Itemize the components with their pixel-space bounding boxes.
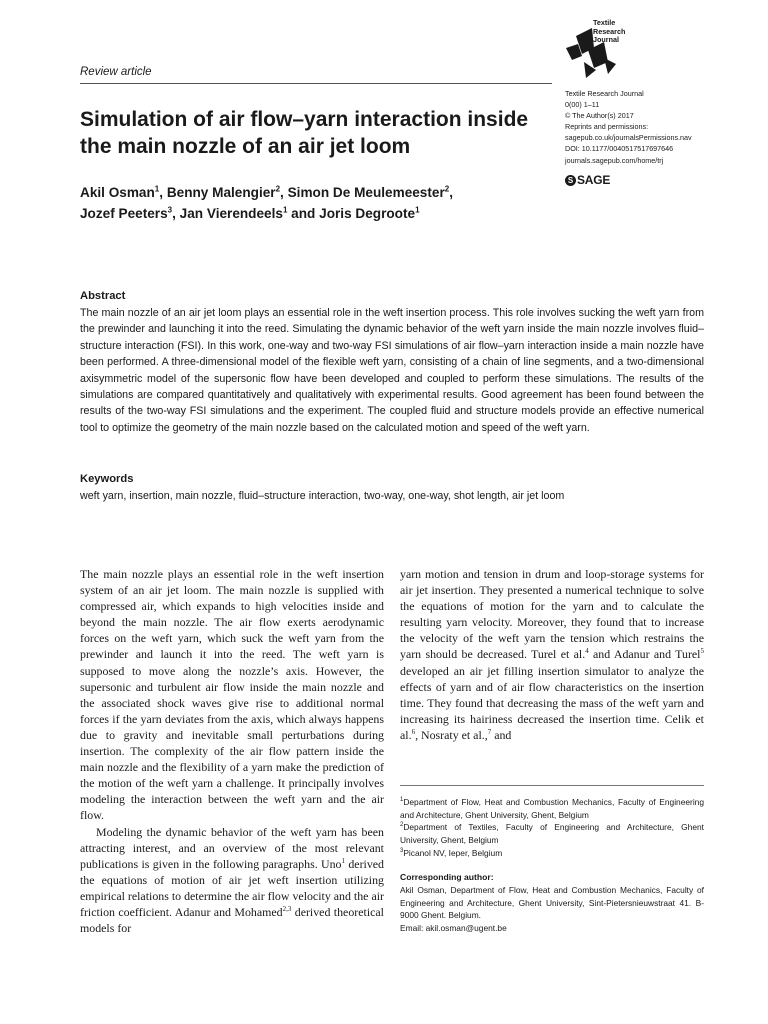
footnote-number: 1: [400, 797, 404, 804]
author-list: [80, 182, 560, 224]
text-run: and Adanur and Turel: [588, 647, 701, 662]
affiliation-footnote: [400, 796, 704, 821]
text-run: , Nosraty et al.,: [415, 727, 488, 742]
citation-ref[interactable]: 6: [411, 727, 416, 736]
article-type-label: Review article: [80, 66, 152, 78]
author-name[interactable]: Jan Vierendeels: [179, 206, 283, 221]
logo-line-2: Research: [593, 26, 626, 36]
footnote-text: Picanol NV, Ieper, Belgium: [403, 847, 503, 858]
corresponding-author-block: [400, 884, 704, 935]
author-separator: ,: [159, 185, 167, 200]
doi[interactable]: DOI: 10.1177/0040517517697646: [565, 144, 674, 154]
body-column-left: [80, 566, 384, 936]
keywords-heading: Keywords: [80, 473, 134, 485]
logo-line-3: Journal: [593, 35, 619, 45]
author-name[interactable]: Simon De Meulemeester: [287, 185, 445, 200]
keywords-text: weft yarn, insertion, main nozzle, fluid–structure interaction, two-way, one-way, shot length, air jet loom: [80, 490, 565, 502]
body-column-right: [400, 566, 704, 743]
author-name[interactable]: Joris Degroote: [319, 206, 416, 221]
journal-info: [565, 88, 692, 166]
affiliation-footnote: [400, 847, 704, 860]
affiliation-footnote: [400, 821, 704, 846]
paper-title: Simulation of air flow–yarn interaction inside the main nozzle of an air jet loom: [80, 108, 529, 158]
author-separator: ,: [280, 185, 288, 200]
author-affiliation-marker: 1: [282, 205, 288, 215]
publisher-logo: [565, 173, 610, 187]
footnote-text: Department of Flow, Heat and Combustion Mechanics, Faculty of Engineering and Architecture, Ghent University, Ghent, Belgium: [400, 797, 704, 820]
text-run: derived the equations of motion of air jet weft insertion utilizing empirical relations to determine the air flow velocity and the air friction coefficient. Adanur and Mohamed: [80, 856, 384, 919]
footnote-text: Department of Textiles, Faculty of Engineering and Architecture, Ghent University, Ghent, Belgium: [400, 822, 704, 846]
author-separator: and: [287, 206, 320, 221]
reprints-label: Reprints and permissions:: [565, 122, 649, 132]
abstract-heading: Abstract: [80, 290, 126, 302]
citation-ref[interactable]: 7: [487, 727, 492, 736]
author-affiliation-marker: 1: [415, 205, 420, 215]
body-paragraph: [400, 566, 704, 743]
citation-ref[interactable]: 4: [585, 647, 589, 656]
citation-ref[interactable]: 2,3: [282, 905, 292, 913]
journal-volume: 0(00) 1–11: [565, 100, 600, 110]
journal-logo-text: [593, 19, 625, 45]
publisher-name: SAGE: [577, 173, 611, 187]
journal-home-link[interactable]: journals.sagepub.com/home/trj: [565, 155, 664, 165]
text-run: derived theoretical models for: [80, 904, 384, 936]
text-run: developed an air jet filling insertion simulator to analyze the effects of yarn and of air flow characteristics on the insertion time. They found that decreasing the mass of the weft yarn and increasing its hairiness decreased the insertion time. Celik et al.: [400, 663, 704, 742]
permissions-link[interactable]: sagepub.co.uk/journalsPermissions.nav: [565, 133, 692, 143]
footnote-number: 3: [400, 848, 404, 855]
body-paragraph: [80, 824, 384, 937]
sage-s-icon: S: [565, 175, 576, 186]
text-run: Modeling the dynamic behavior of the weft yarn has been attracting interest, and an overview of the most relevant publications is given in the following paragraphs. Uno: [80, 824, 384, 871]
abstract-text: The main nozzle of an air jet loom plays an essential role in the weft insertion process. This role involves sucking the weft yarn from the prewinder and launching it into the reed. Simulating the dynamic behavior of the weft yarn inside the main nozzle involves fluid–structure interaction (FSI). In this work, one-way and two-way FSI simulations of air flow–yarn interaction inside a main nozzle have been performed. A three-dimensional model of the flexible weft yarn, consisting of a chain of line segments, and a two-dimensional axisymmetric model of the supersonic flow have been developed and coupled to perform these simulations. The results of the simulations are compared quantitatively and qualitatively with experimental results. Good agreement has been found between the results of the two-way FSI simulations and the experiment. The coupled fluid and structure models provide an effective numerical tool to optimize the geometry of the main nozzle based on the calculated motion and speed of the weft yarn.: [80, 307, 704, 434]
journal-name: Textile Research Journal: [565, 89, 644, 98]
author-affiliation-marker: 2: [275, 184, 281, 194]
text-run: and: [491, 727, 512, 742]
text-run: yarn motion and tension in drum and loop-storage systems for air jet insertion. They presented a numerical technique to solve the equations of motion for the yarn and to calculate the resulting yarn velocity. Moreover, they found that to increase the velocity of the weft yarn the tension which restrains the yarn should be decreased. Turel et al.: [400, 567, 704, 662]
author-affiliation-marker: 2: [444, 184, 450, 194]
affiliation-footnotes: [400, 796, 704, 860]
author-name[interactable]: Akil Osman: [80, 185, 155, 200]
footnote-rule: [400, 785, 704, 786]
author-affiliation-marker: 1: [154, 184, 160, 194]
author-separator: ,: [172, 206, 180, 221]
author-name[interactable]: Jozef Peeters: [80, 206, 168, 221]
body-paragraph: The main nozzle plays an essential role in the weft insertion system of an air jet loom. The main nozzle is supplied with compressed air, which expands to high velocities inside and beyond the main nozzle. The air flow exerts aerodynamic forces on the weft yarn, which suck the weft yarn from the prewinder and launch it into the reed. The weft yarn is supposed to move along the nozzle’s axis. However, the supersonic and turbulent air flow inside the main nozzle and the associated shock waves give rise to additional normal forces if the yarn deviates from the axis, which always happens due to gravity and inevitable small perturbations during insertion. The complexity of the air flow pattern inside the main nozzle and the flexibility of a yarn make the prediction of the motion of the weft yarn a challenge. It principally involves modeling the interaction between the weft yarn and the air flow.: [80, 567, 384, 823]
author-affiliation-marker: 3: [167, 205, 173, 215]
footnote-number: 2: [400, 822, 404, 829]
copyright: © The Author(s) 2017: [565, 111, 634, 121]
header-rule: [80, 83, 552, 84]
corresponding-author-email[interactable]: Email: akil.osman@ugent.be: [400, 923, 507, 934]
author-separator: ,: [449, 185, 453, 200]
logo-line-1: Textile: [593, 18, 616, 27]
author-name[interactable]: Benny Malengier: [166, 185, 276, 200]
corresponding-author-address: Akil Osman, Department of Flow, Heat and Combustion Mechanics, Faculty of Engineering and Architecture, Ghent University, Sint-Pietersnieuwstraat 41. B-9000 Ghent. Belgium.: [400, 885, 704, 921]
citation-ref[interactable]: 5: [700, 647, 704, 656]
citation-ref[interactable]: 1: [341, 856, 345, 865]
corresponding-author-heading: Corresponding author:: [400, 872, 494, 882]
